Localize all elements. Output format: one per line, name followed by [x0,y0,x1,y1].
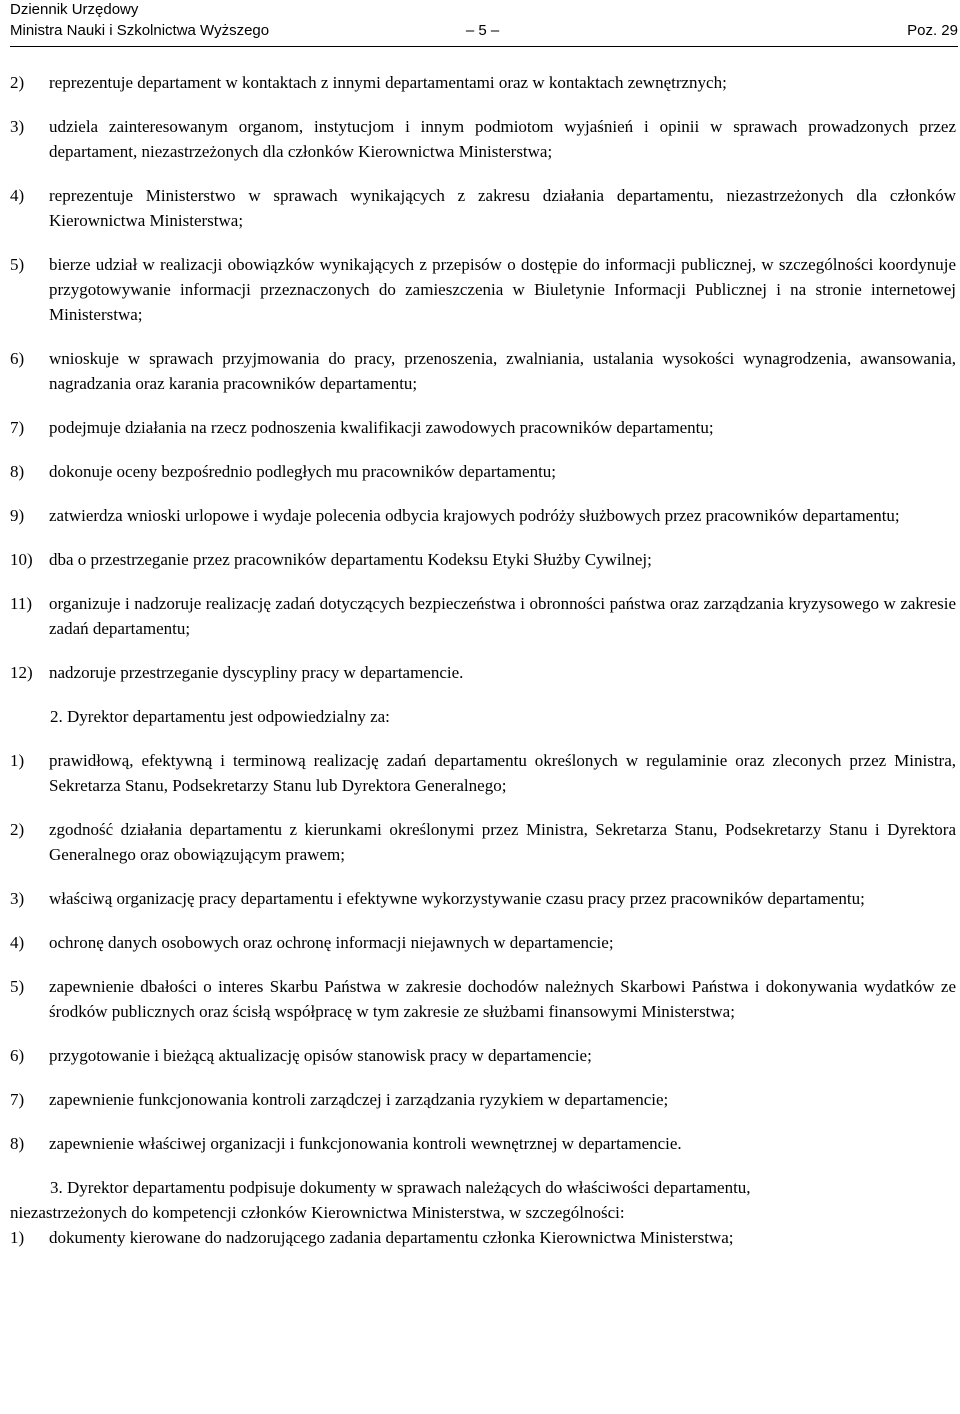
item-text: dokonuje oceny bezpośrednio podległych mu pracowników departamentu; [49,462,557,481]
list-item [10,503,956,528]
item-number: 12) [10,663,33,682]
position-number: Poz. 29 [907,22,958,39]
item-number: 7) [10,1090,25,1109]
item-number: 2) [10,73,25,92]
item-text: prawidłową, efektywną i terminową realizację zadań departamentu określonych w regulaminie oraz zleconych przez Ministra, Sekretarza Stanu, Podsekretarzy Stanu lub Dyrektora Generalnego; [49,751,956,795]
list-item [10,547,956,572]
item-text: nadzoruje przestrzeganie dyscypliny pracy w departamencie. [49,663,464,682]
list-item [10,748,956,798]
ministry-name: Ministra Nauki i Szkolnictwa Wyższego [10,22,270,39]
paragraph-3: 3. Dyrektor departamentu podpisuje dokumenty w sprawach należących do właściwości departamentu, [50,1178,751,1197]
item-number: 2) [10,820,25,839]
list-item [10,1225,956,1250]
list-item [10,183,956,233]
item-text: zatwierdza wnioski urlopowe i wydaje polecenia odbycia krajowych podróży służbowych przez pracowników departamentu; [49,506,900,525]
item-number: 5) [10,255,25,274]
list-item [10,817,956,867]
item-text: dokumenty kierowane do nadzorującego zadania departamentu członka Kierownictwa Ministerstwa; [49,1228,734,1247]
item-number: 10) [10,550,33,569]
item-number: 1) [10,1228,25,1247]
list-item [10,886,956,911]
item-text: wnioskuje w sprawach przyjmowania do pracy, przenoszenia, zwalniania, ustalania wysokości wynagrodzenia, awansowania, nagradzania oraz karania pracowników departamentu; [49,349,956,393]
page-number: – 5 – [465,22,500,39]
paragraph-2: 2. Dyrektor departamentu jest odpowiedzialny za: [50,707,390,726]
item-number: 5) [10,977,25,996]
item-text: zapewnienie właściwej organizacji i funkcjonowania kontroli wewnętrznej w departamencie. [49,1134,682,1153]
paragraph-3-continuation: niezastrzeżonych do kompetencji członków Kierownictwa Ministerstwa, w szczególności: [10,1203,625,1222]
documents-list [10,1225,956,1250]
page-header [10,0,960,46]
item-text: ochronę danych osobowych oraz ochronę informacji niejawnych w departamencie; [49,933,614,952]
item-text: reprezentuje departament w kontaktach z innymi departamentami oraz w kontaktach zewnętrznych; [49,73,727,92]
list-item [10,1087,956,1112]
item-text: zapewnienie funkcjonowania kontroli zarządczej i zarządzania ryzykiem w departamencie; [49,1090,669,1109]
list-item [10,591,956,641]
item-number: 6) [10,349,25,368]
list-item [10,415,956,440]
item-number: 7) [10,418,25,437]
list-item [10,346,956,396]
item-number: 3) [10,889,25,908]
list-item [10,930,956,955]
item-text: reprezentuje Ministerstwo w sprawach wynikających z zakresu działania departamentu, niezastrzeżonych dla członków Kierownictwa Ministerstwa; [49,186,956,230]
item-text: udziela zainteresowanym organom, instytucjom i innym podmiotom wyjaśnień i opinii w sprawach prowadzonych przez departament, niezastrzeżonych dla członków Kierownictwa Ministerstwa; [49,117,956,161]
item-number: 6) [10,1046,25,1065]
list-item [10,660,956,685]
item-number: 8) [10,1134,25,1153]
document-body [10,70,956,1269]
list-item [10,70,956,95]
header-divider [10,46,958,47]
item-number: 9) [10,506,25,525]
responsibilities-list [10,748,956,1156]
item-text: właściwą organizację pracy departamentu i efektywne wykorzystywanie czasu pracy przez pracowników departamentu; [49,889,865,908]
item-text: przygotowanie i bieżącą aktualizację opisów stanowisk pracy w departamencie; [49,1046,592,1065]
item-number: 1) [10,751,25,770]
item-number: 4) [10,186,25,205]
item-text: bierze udział w realizacji obowiązków wynikających z przepisów o dostępie do informacji publicznej, w szczególności koordynuje przygotowywanie informacji przeznaczonych do zamieszczenia w Biuletynie Informacji Publicznej i na stronie internetowej Ministerstwa; [49,255,956,324]
list-item [10,1131,956,1156]
duties-list [10,70,956,685]
journal-title: Dziennik Urzędowy [10,1,139,18]
list-item [10,252,956,327]
item-text: podejmuje działania na rzecz podnoszenia kwalifikacji zawodowych pracowników departamentu; [49,418,714,437]
item-number: 11) [10,594,33,613]
list-item [10,114,956,164]
item-text: zapewnienie dbałości o interes Skarbu Państwa w zakresie dochodów należnych Skarbowi Państwa i dokonywania wydatków ze środków publicznych oraz ścisłą współpracę w tym zakresie ze służbami finansowymi Ministerstwa; [49,977,956,1021]
item-number: 8) [10,462,25,481]
list-item [10,974,956,1024]
item-text: zgodność działania departamentu z kierunkami określonymi przez Ministra, Sekretarza Stanu, Podsekretarzy Stanu i Dyrektora Generalnego oraz obowiązującym prawem; [49,820,956,864]
list-item [10,1043,956,1068]
item-text: organizuje i nadzoruje realizację zadań dotyczących bezpieczeństwa i obronności państwa oraz zarządzania kryzysowego w zakresie zadań departamentu; [49,594,956,638]
item-text: dba o przestrzeganie przez pracowników departamentu Kodeksu Etyki Służby Cywilnej; [49,550,652,569]
item-number: 3) [10,117,25,136]
list-item [10,459,956,484]
item-number: 4) [10,933,25,952]
